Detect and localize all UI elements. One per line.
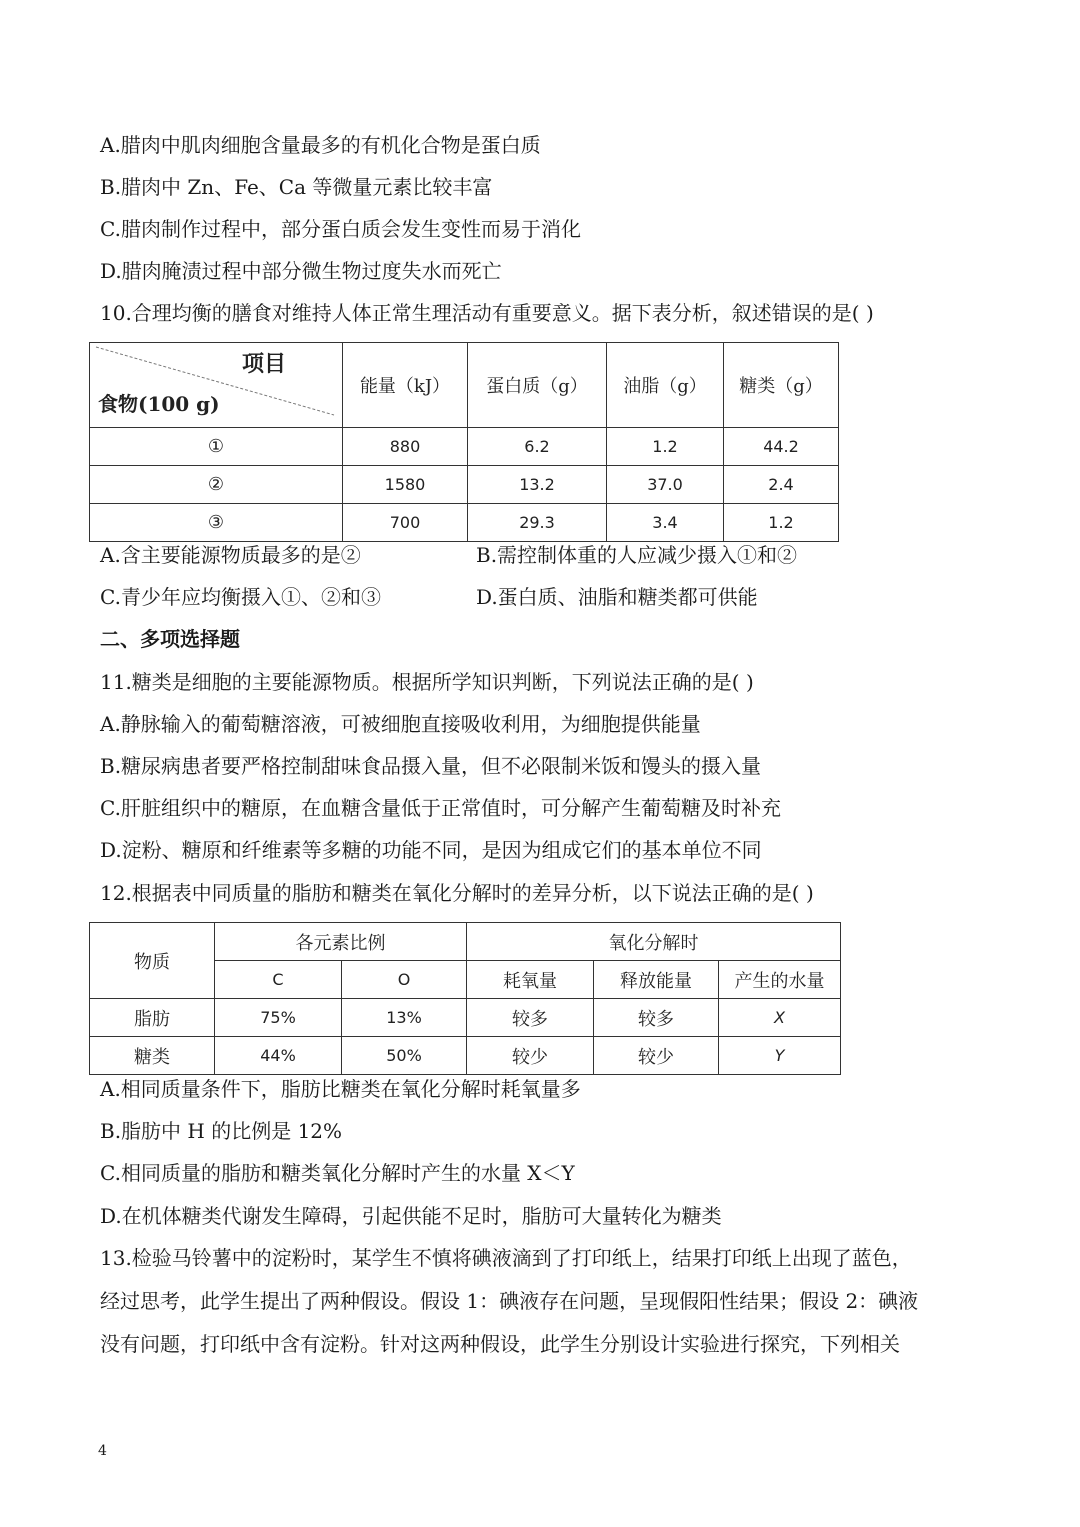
fat-sugar-table xyxy=(89,922,841,1075)
table-cell: 较少 xyxy=(467,1037,594,1075)
table-cell: 2.4 xyxy=(724,466,839,504)
q10-stem: 10.合理均衡的膳食对维持人体正常生理活动有重要意义。据下表分析，叙述错误的是( ) xyxy=(100,301,874,325)
table-cell: 1.2 xyxy=(607,428,724,466)
table-corner-cell xyxy=(90,343,343,428)
table-cell: X xyxy=(719,999,841,1037)
page-number: 4 xyxy=(98,1443,107,1459)
q13-line-3: 没有问题，打印纸中含有淀粉。针对这两种假设，此学生分别设计实验进行探究，下列相关 xyxy=(100,1332,900,1356)
table-row xyxy=(90,504,839,542)
row-label: 糖类 xyxy=(90,1037,215,1075)
row-label: 脂肪 xyxy=(90,999,215,1037)
table-cell: 较多 xyxy=(467,999,594,1037)
header-protein: 蛋白质（g） xyxy=(468,343,607,428)
table-cell: 700 xyxy=(343,504,468,542)
q10-option-a: A.含主要能源物质最多的是② xyxy=(100,543,361,567)
table-cell: 13% xyxy=(342,999,467,1037)
q9-option-b: B.腊肉中 Zn、Fe、Ca 等微量元素比较丰富 xyxy=(100,175,493,199)
row-label: ② xyxy=(90,466,343,504)
q11-option-d: D.淀粉、糖原和纤维素等多糖的功能不同，是因为组成它们的基本单位不同 xyxy=(100,838,762,862)
q11-option-a: A.静脉输入的葡萄糖溶液，可被细胞直接吸收利用，为细胞提供能量 xyxy=(100,712,701,736)
table-row xyxy=(90,999,841,1037)
table-cell: 50% xyxy=(342,1037,467,1075)
header-sugar: 糖类（g） xyxy=(724,343,839,428)
q12-option-a: A.相同质量条件下，脂肪比糖类在氧化分解时耗氧量多 xyxy=(100,1077,581,1101)
table-cell: 较多 xyxy=(594,999,719,1037)
header-oil: 油脂（g） xyxy=(607,343,724,428)
q9-option-c: C.腊肉制作过程中，部分蛋白质会发生变性而易于消化 xyxy=(100,217,581,241)
subheader-oxygen: 耗氧量 xyxy=(467,961,594,999)
q12-option-c: C.相同质量的脂肪和糖类氧化分解时产生的水量 X＜Y xyxy=(100,1161,575,1185)
table-cell: Y xyxy=(719,1037,841,1075)
table-cell: 880 xyxy=(343,428,468,466)
table-cell: 29.3 xyxy=(468,504,607,542)
table-cell: 1580 xyxy=(343,466,468,504)
q12-option-d: D.在机体糖类代谢发生障碍，引起供能不足时，脂肪可大量转化为糖类 xyxy=(100,1204,722,1228)
q12-stem: 12.根据表中同质量的脂肪和糖类在氧化分解时的差异分析，以下说法正确的是( ) xyxy=(100,881,814,905)
table-cell: 6.2 xyxy=(468,428,607,466)
table-cell: 75% xyxy=(215,999,342,1037)
table-row xyxy=(90,466,839,504)
q9-option-a: A.腊肉中肌肉细胞含量最多的有机化合物是蛋白质 xyxy=(100,133,541,157)
header-substance: 物质 xyxy=(90,923,215,999)
header-element-ratio: 各元素比例 xyxy=(215,923,467,961)
nutrition-table xyxy=(89,342,839,542)
table-cell: 44% xyxy=(215,1037,342,1075)
table-cell: 1.2 xyxy=(724,504,839,542)
corner-food-label: 食物(100 g) xyxy=(98,392,220,416)
section-title: 二、多项选择题 xyxy=(100,627,240,651)
q10-option-c: C.青少年应均衡摄入①、②和③ xyxy=(100,585,381,609)
q11-stem: 11.糖类是细胞的主要能源物质。根据所学知识判断，下列说法正确的是( ) xyxy=(100,670,754,694)
table-row xyxy=(90,1037,841,1075)
q13-line-2: 经过思考，此学生提出了两种假设。假设 1：碘液存在问题，呈现假阳性结果；假设 2：碘液 xyxy=(100,1289,919,1313)
table-row xyxy=(90,428,839,466)
header-oxidation: 氧化分解时 xyxy=(467,923,841,961)
row-label: ① xyxy=(90,428,343,466)
q11-option-c: C.肝脏组织中的糖原，在血糖含量低于正常值时，可分解产生葡萄糖及时补充 xyxy=(100,796,781,820)
q11-option-b: B.糖尿病患者要严格控制甜味食品摄入量，但不必限制米饭和馒头的摄入量 xyxy=(100,754,762,778)
q9-option-d: D.腊肉腌渍过程中部分微生物过度失水而死亡 xyxy=(100,259,502,283)
subheader-energy: 释放能量 xyxy=(594,961,719,999)
table-cell: 13.2 xyxy=(468,466,607,504)
table-cell: 44.2 xyxy=(724,428,839,466)
q13-line-1: 13.检验马铃薯中的淀粉时，某学生不慎将碘液滴到了打印纸上，结果打印纸上出现了蓝色， xyxy=(100,1246,912,1270)
header-energy: 能量（kJ） xyxy=(343,343,468,428)
table-cell: 较少 xyxy=(594,1037,719,1075)
table-cell: 37.0 xyxy=(607,466,724,504)
subheader-c: C xyxy=(215,961,342,999)
subheader-water: 产生的水量 xyxy=(719,961,841,999)
subheader-o: O xyxy=(342,961,467,999)
q10-option-b: B.需控制体重的人应减少摄入①和② xyxy=(476,543,798,567)
corner-item-label: 项目 xyxy=(241,351,286,377)
q10-option-d: D.蛋白质、油脂和糖类都可供能 xyxy=(476,585,758,609)
row-label: ③ xyxy=(90,504,343,542)
q12-option-b: B.脂肪中 H 的比例是 12% xyxy=(100,1119,343,1143)
table-cell: 3.4 xyxy=(607,504,724,542)
